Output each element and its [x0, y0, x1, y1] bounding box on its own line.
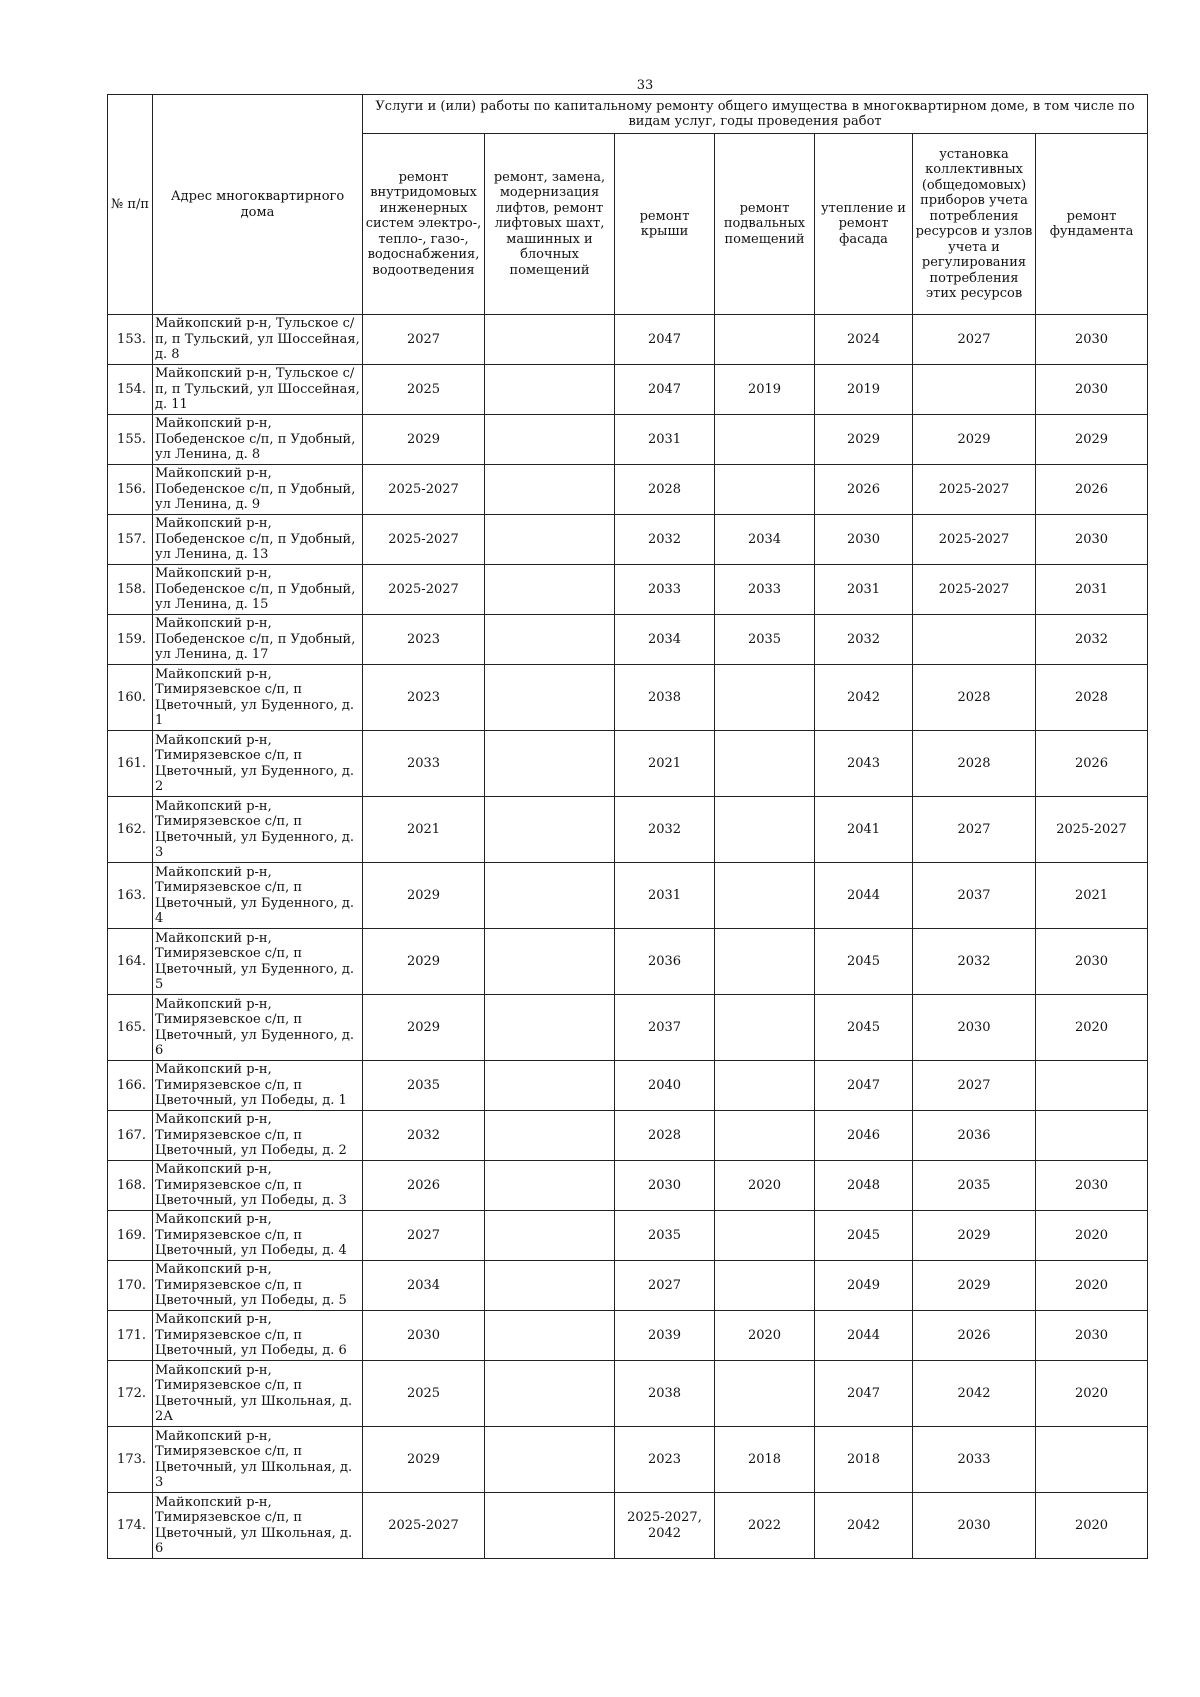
row-address: Майкопский р-н, Победенское с/п, п Удобный, ул Ленина, д. 9	[153, 465, 363, 515]
table-row	[108, 797, 1148, 863]
table-row	[108, 665, 1148, 731]
table-row	[108, 365, 1148, 415]
cell-engineering: 2023	[363, 615, 485, 665]
row-number: 154.	[108, 365, 153, 415]
cell-engineering: 2029	[363, 995, 485, 1061]
cell-foundation	[1036, 1111, 1148, 1161]
cell-foundation	[1036, 1061, 1148, 1111]
row-number: 161.	[108, 731, 153, 797]
table-row	[108, 1261, 1148, 1311]
table-row	[108, 1111, 1148, 1161]
cell-roof: 2047	[615, 315, 715, 365]
header-num: № п/п	[108, 95, 153, 315]
cell-roof: 2037	[615, 995, 715, 1061]
row-address: Майкопский р-н, Тульское с/п, п Тульский, ул Шоссейная, д. 8	[153, 315, 363, 365]
row-number: 162.	[108, 797, 153, 863]
row-number: 156.	[108, 465, 153, 515]
cell-foundation: 2030	[1036, 1311, 1148, 1361]
cell-facade: 2018	[815, 1427, 913, 1493]
cell-basement	[715, 1361, 815, 1427]
row-number: 174.	[108, 1493, 153, 1559]
row-number: 165.	[108, 995, 153, 1061]
cell-facade: 2030	[815, 515, 913, 565]
cell-foundation: 2030	[1036, 1161, 1148, 1211]
cell-foundation: 2028	[1036, 665, 1148, 731]
row-address: Майкопский р-н, Тимирязевское с/п, п Цветочный, ул Победы, д. 3	[153, 1161, 363, 1211]
cell-roof: 2036	[615, 929, 715, 995]
cell-roof: 2023	[615, 1427, 715, 1493]
cell-elevators	[485, 1061, 615, 1111]
row-number: 173.	[108, 1427, 153, 1493]
row-address: Майкопский р-н, Победенское с/п, п Удобный, ул Ленина, д. 13	[153, 515, 363, 565]
table-row	[108, 515, 1148, 565]
cell-basement	[715, 465, 815, 515]
table-row	[108, 615, 1148, 665]
cell-facade: 2049	[815, 1261, 913, 1311]
cell-roof: 2038	[615, 1361, 715, 1427]
cell-basement: 2033	[715, 565, 815, 615]
cell-foundation: 2020	[1036, 1361, 1148, 1427]
row-address: Майкопский р-н, Тимирязевское с/п, п Цветочный, ул Победы, д. 5	[153, 1261, 363, 1311]
cell-foundation: 2020	[1036, 1211, 1148, 1261]
cell-facade: 2029	[815, 415, 913, 465]
cell-roof: 2035	[615, 1211, 715, 1261]
cell-roof: 2027	[615, 1261, 715, 1311]
row-address: Майкопский р-н, Тимирязевское с/п, п Цветочный, ул Победы, д. 6	[153, 1311, 363, 1361]
cell-foundation: 2020	[1036, 1261, 1148, 1311]
row-address: Майкопский р-н, Тимирязевское с/п, п Цветочный, ул Школьная, д. 2А	[153, 1361, 363, 1427]
cell-meters: 2033	[913, 1427, 1036, 1493]
header-col-roof: ремонт крыши	[615, 134, 715, 315]
cell-elevators	[485, 731, 615, 797]
cell-facade: 2043	[815, 731, 913, 797]
cell-engineering: 2029	[363, 1427, 485, 1493]
row-address: Майкопский р-н, Тимирязевское с/п, п Цветочный, ул Буденного, д. 2	[153, 731, 363, 797]
row-number: 160.	[108, 665, 153, 731]
cell-foundation: 2025-2027	[1036, 797, 1148, 863]
cell-facade: 2042	[815, 665, 913, 731]
cell-engineering: 2021	[363, 797, 485, 863]
header-col-basement: ремонт подвальных помещений	[715, 134, 815, 315]
cell-elevators	[485, 1493, 615, 1559]
row-address: Майкопский р-н, Победенское с/п, п Удобный, ул Ленина, д. 15	[153, 565, 363, 615]
cell-meters: 2037	[913, 863, 1036, 929]
header-services: Услуги и (или) работы по капитальному ремонту общего имущества в многоквартирном доме, в том числе по видам услуг, годы проведения работ	[363, 95, 1148, 134]
cell-basement	[715, 1211, 815, 1261]
row-number: 157.	[108, 515, 153, 565]
header-address: Адрес многоквартирного дома	[153, 95, 363, 315]
cell-meters: 2032	[913, 929, 1036, 995]
cell-meters: 2025-2027	[913, 565, 1036, 615]
cell-elevators	[485, 797, 615, 863]
cell-roof: 2039	[615, 1311, 715, 1361]
row-address: Майкопский р-н, Тимирязевское с/п, п Цветочный, ул Буденного, д. 6	[153, 995, 363, 1061]
cell-facade: 2031	[815, 565, 913, 615]
table-row	[108, 1061, 1148, 1111]
cell-foundation: 2030	[1036, 929, 1148, 995]
cell-elevators	[485, 1211, 615, 1261]
cell-foundation: 2021	[1036, 863, 1148, 929]
cell-engineering: 2025-2027	[363, 465, 485, 515]
cell-facade: 2045	[815, 929, 913, 995]
cell-elevators	[485, 1111, 615, 1161]
cell-elevators	[485, 1161, 615, 1211]
row-number: 168.	[108, 1161, 153, 1211]
cell-engineering: 2034	[363, 1261, 485, 1311]
cell-basement: 2034	[715, 515, 815, 565]
cell-meters: 2025-2027	[913, 465, 1036, 515]
cell-basement	[715, 1111, 815, 1161]
cell-meters	[913, 365, 1036, 415]
capital-repair-table	[107, 94, 1148, 1559]
cell-basement	[715, 315, 815, 365]
cell-meters: 2028	[913, 731, 1036, 797]
cell-roof: 2032	[615, 797, 715, 863]
cell-meters	[913, 615, 1036, 665]
row-address: Майкопский р-н, Победенское с/п, п Удобный, ул Ленина, д. 17	[153, 615, 363, 665]
cell-meters: 2036	[913, 1111, 1036, 1161]
cell-engineering: 2027	[363, 1211, 485, 1261]
cell-elevators	[485, 1361, 615, 1427]
cell-elevators	[485, 465, 615, 515]
row-address: Майкопский р-н, Тимирязевское с/п, п Цветочный, ул Буденного, д. 5	[153, 929, 363, 995]
row-address: Майкопский р-н, Тимирязевское с/п, п Цветочный, ул Буденного, д. 4	[153, 863, 363, 929]
cell-elevators	[485, 665, 615, 731]
cell-engineering: 2029	[363, 863, 485, 929]
cell-basement	[715, 1261, 815, 1311]
cell-elevators	[485, 415, 615, 465]
cell-foundation: 2030	[1036, 365, 1148, 415]
cell-facade: 2047	[815, 1361, 913, 1427]
cell-engineering: 2026	[363, 1161, 485, 1211]
cell-basement	[715, 665, 815, 731]
cell-facade: 2047	[815, 1061, 913, 1111]
cell-basement	[715, 1061, 815, 1111]
cell-basement: 2022	[715, 1493, 815, 1559]
cell-engineering: 2023	[363, 665, 485, 731]
table-row	[108, 315, 1148, 365]
cell-elevators	[485, 1311, 615, 1361]
row-number: 155.	[108, 415, 153, 465]
cell-meters: 2042	[913, 1361, 1036, 1427]
cell-foundation: 2030	[1036, 315, 1148, 365]
cell-roof: 2031	[615, 415, 715, 465]
cell-elevators	[485, 565, 615, 615]
table-row	[108, 565, 1148, 615]
table-row	[108, 1361, 1148, 1427]
cell-meters: 2026	[913, 1311, 1036, 1361]
table-body	[108, 315, 1148, 1559]
cell-roof: 2028	[615, 465, 715, 515]
row-number: 158.	[108, 565, 153, 615]
row-address: Майкопский р-н, Тимирязевское с/п, п Цветочный, ул Победы, д. 2	[153, 1111, 363, 1161]
cell-facade: 2044	[815, 863, 913, 929]
cell-facade: 2045	[815, 1211, 913, 1261]
table-row	[108, 929, 1148, 995]
row-address: Майкопский р-н, Тимирязевское с/п, п Цветочный, ул Победы, д. 4	[153, 1211, 363, 1261]
cell-engineering: 2025	[363, 365, 485, 415]
cell-meters: 2029	[913, 415, 1036, 465]
cell-basement: 2019	[715, 365, 815, 415]
cell-elevators	[485, 929, 615, 995]
cell-meters: 2029	[913, 1261, 1036, 1311]
cell-facade: 2026	[815, 465, 913, 515]
cell-meters: 2027	[913, 1061, 1036, 1111]
row-address: Майкопский р-н, Тимирязевское с/п, п Цветочный, ул Школьная, д. 6	[153, 1493, 363, 1559]
table-row	[108, 1493, 1148, 1559]
cell-engineering: 2032	[363, 1111, 485, 1161]
table-row	[108, 415, 1148, 465]
cell-engineering: 2025-2027	[363, 1493, 485, 1559]
cell-roof: 2030	[615, 1161, 715, 1211]
cell-facade: 2046	[815, 1111, 913, 1161]
cell-elevators	[485, 315, 615, 365]
cell-roof: 2047	[615, 365, 715, 415]
cell-meters: 2028	[913, 665, 1036, 731]
table-row	[108, 995, 1148, 1061]
row-address: Майкопский р-н, Тимирязевское с/п, п Цветочный, ул Победы, д. 1	[153, 1061, 363, 1111]
cell-foundation: 2029	[1036, 415, 1148, 465]
cell-meters: 2035	[913, 1161, 1036, 1211]
cell-basement	[715, 797, 815, 863]
row-number: 163.	[108, 863, 153, 929]
row-number: 171.	[108, 1311, 153, 1361]
page-number: 33	[636, 78, 654, 93]
cell-elevators	[485, 1427, 615, 1493]
row-address: Майкопский р-н, Победенское с/п, п Удобный, ул Ленина, д. 8	[153, 415, 363, 465]
cell-basement	[715, 415, 815, 465]
cell-roof: 2021	[615, 731, 715, 797]
cell-foundation: 2026	[1036, 465, 1148, 515]
cell-basement	[715, 929, 815, 995]
cell-meters: 2030	[913, 1493, 1036, 1559]
cell-basement	[715, 995, 815, 1061]
table-row	[108, 863, 1148, 929]
cell-elevators	[485, 863, 615, 929]
cell-facade: 2024	[815, 315, 913, 365]
row-number: 166.	[108, 1061, 153, 1111]
cell-roof: 2038	[615, 665, 715, 731]
cell-basement: 2035	[715, 615, 815, 665]
header-col-foundation: ремонт фундамента	[1036, 134, 1148, 315]
cell-facade: 2044	[815, 1311, 913, 1361]
cell-engineering: 2025-2027	[363, 515, 485, 565]
row-number: 167.	[108, 1111, 153, 1161]
cell-engineering: 2033	[363, 731, 485, 797]
cell-engineering: 2029	[363, 415, 485, 465]
table-row	[108, 1211, 1148, 1261]
row-number: 169.	[108, 1211, 153, 1261]
cell-engineering: 2025-2027	[363, 565, 485, 615]
cell-roof: 2031	[615, 863, 715, 929]
cell-facade: 2048	[815, 1161, 913, 1211]
cell-facade: 2045	[815, 995, 913, 1061]
cell-elevators	[485, 995, 615, 1061]
cell-meters: 2030	[913, 995, 1036, 1061]
row-number: 170.	[108, 1261, 153, 1311]
table-row	[108, 1161, 1148, 1211]
cell-basement: 2020	[715, 1161, 815, 1211]
cell-foundation: 2026	[1036, 731, 1148, 797]
header-col-facade: утепление и ремонт фасада	[815, 134, 913, 315]
cell-elevators	[485, 365, 615, 415]
table-row	[108, 1311, 1148, 1361]
cell-foundation: 2020	[1036, 995, 1148, 1061]
cell-elevators	[485, 1261, 615, 1311]
cell-foundation: 2030	[1036, 515, 1148, 565]
cell-roof: 2025-2027, 2042	[615, 1493, 715, 1559]
cell-engineering: 2025	[363, 1361, 485, 1427]
row-number: 159.	[108, 615, 153, 665]
cell-roof: 2034	[615, 615, 715, 665]
cell-facade: 2041	[815, 797, 913, 863]
cell-engineering: 2030	[363, 1311, 485, 1361]
cell-elevators	[485, 515, 615, 565]
row-number: 172.	[108, 1361, 153, 1427]
cell-basement	[715, 731, 815, 797]
cell-basement	[715, 863, 815, 929]
row-number: 164.	[108, 929, 153, 995]
header-col-meters: установка коллективных (общедомовых) приборов учета потребления ресурсов и узлов учета и регулирования потребления этих ресурсов	[913, 134, 1036, 315]
cell-roof: 2028	[615, 1111, 715, 1161]
cell-foundation: 2032	[1036, 615, 1148, 665]
cell-facade: 2019	[815, 365, 913, 415]
table-row	[108, 465, 1148, 515]
cell-meters: 2027	[913, 315, 1036, 365]
table-row	[108, 1427, 1148, 1493]
cell-meters: 2025-2027	[913, 515, 1036, 565]
row-address: Майкопский р-н, Тимирязевское с/п, п Цветочный, ул Буденного, д. 1	[153, 665, 363, 731]
header-col-engineering: ремонт внутридомовых инженерных систем электро-, тепло-, газо-, водоснабжения, водоотведения	[363, 134, 485, 315]
cell-meters: 2027	[913, 797, 1036, 863]
cell-engineering: 2029	[363, 929, 485, 995]
row-number: 153.	[108, 315, 153, 365]
cell-facade: 2042	[815, 1493, 913, 1559]
cell-facade: 2032	[815, 615, 913, 665]
row-address: Майкопский р-н, Тимирязевское с/п, п Цветочный, ул Буденного, д. 3	[153, 797, 363, 863]
cell-foundation	[1036, 1427, 1148, 1493]
row-address: Майкопский р-н, Тимирязевское с/п, п Цветочный, ул Школьная, д. 3	[153, 1427, 363, 1493]
cell-meters: 2029	[913, 1211, 1036, 1261]
cell-basement: 2020	[715, 1311, 815, 1361]
cell-foundation: 2020	[1036, 1493, 1148, 1559]
cell-elevators	[485, 615, 615, 665]
cell-engineering: 2035	[363, 1061, 485, 1111]
cell-roof: 2032	[615, 515, 715, 565]
table-row	[108, 731, 1148, 797]
row-address: Майкопский р-н, Тульское с/п, п Тульский, ул Шоссейная, д. 11	[153, 365, 363, 415]
cell-roof: 2040	[615, 1061, 715, 1111]
cell-engineering: 2027	[363, 315, 485, 365]
cell-foundation: 2031	[1036, 565, 1148, 615]
cell-roof: 2033	[615, 565, 715, 615]
cell-basement: 2018	[715, 1427, 815, 1493]
header-col-elevators: ремонт, замена, модернизация лифтов, ремонт лифтовых шахт, машинных и блочных помещений	[485, 134, 615, 315]
